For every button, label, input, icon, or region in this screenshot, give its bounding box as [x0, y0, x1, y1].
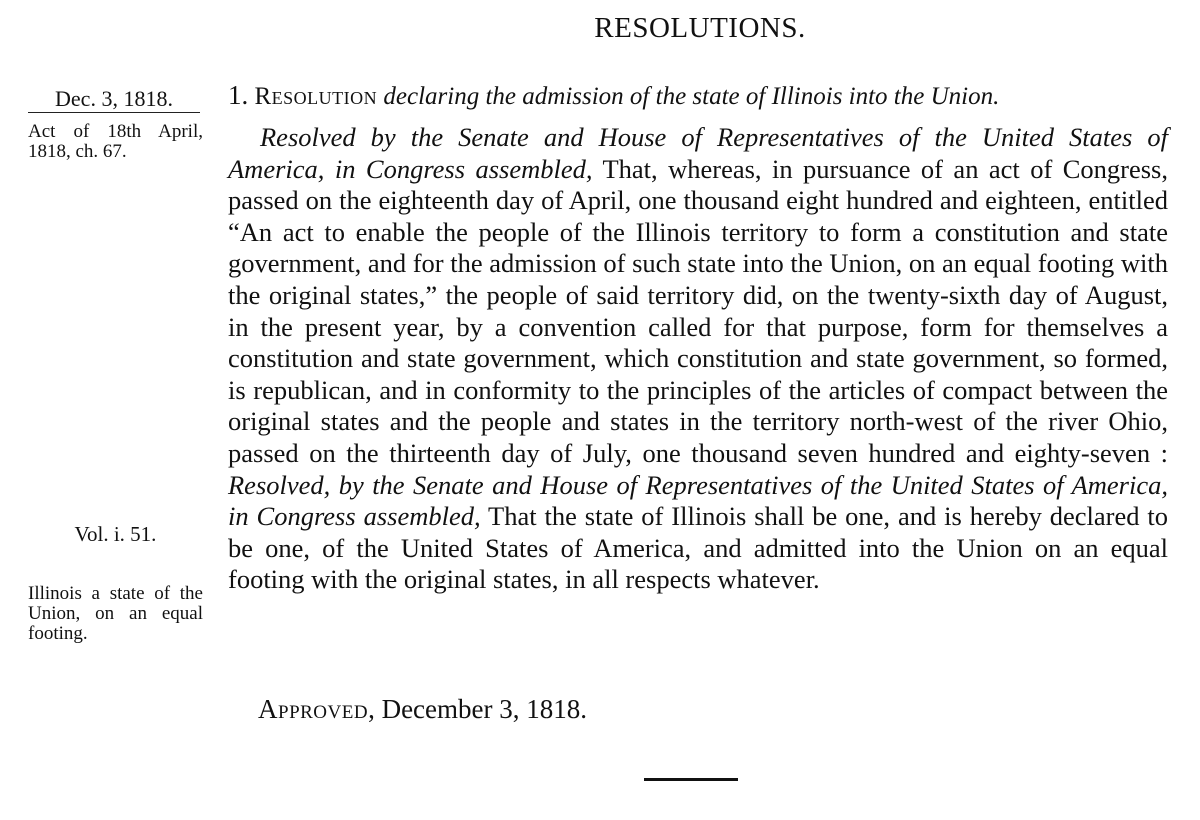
margin-date: Dec. 3, 1818.	[55, 86, 173, 111]
margin-note-illinois: Illinois a state of the Union, on an equal footing.	[28, 583, 203, 644]
approval-line	[258, 694, 587, 725]
resolution-text: That the state of Illinois shall be one, and is hereby declared to be one, of the United States of America, and admitted into the Union on an equal footing with the original states, in all respects whatever.	[228, 501, 1168, 595]
resolution-body	[228, 122, 1168, 596]
resolution-title-text: declaring the admission of the state of Illinois into the Union.	[377, 83, 1000, 110]
enacting-clause-2: Resolved, by the Senate and House of Representatives of the United States of America, in Congress assembled,	[228, 469, 1168, 532]
resolution-title	[228, 80, 1168, 111]
resolution-label: Resolution	[254, 83, 378, 110]
approval-date: , December 3, 1818.	[368, 694, 588, 724]
page-title: RESOLUTIONS.	[594, 12, 806, 44]
margin-note-volume: Vol. i. 51.	[74, 522, 157, 546]
approved-label: Approved	[258, 694, 369, 724]
enacting-clause-1: Resolved by the Senate and House of Representatives of the United States of America, in Congress assembled,	[228, 122, 1168, 184]
date-divider	[28, 112, 200, 113]
resolution-number: 1.	[228, 80, 249, 110]
margin-note-act: Act of 18th April, 1818, ch. 67.	[28, 121, 203, 162]
whereas-text: That, whereas, in pursuance of an act of Congress, passed on the eighteenth day of April, one thousand eight hundred and eighteen, entitled “An act to enable the people of the Illinois territory to form a constitution and state government, and for the admission of such state into the Union, on an equal footing with the original states,” the people of said territory did, on the twenty-sixth day of August, in the present year, by a convention called for that purpose, form for themselves a constitution and state government, which constitution and state government, so formed, is republican, and in conformity to the principles of the articles of compact between the original states and the people and states in the territory north-west of the river Ohio, passed on the thirteenth day of July, one thousand seven hundred and eighty-seven :	[228, 153, 1168, 468]
end-divider	[644, 778, 738, 781]
